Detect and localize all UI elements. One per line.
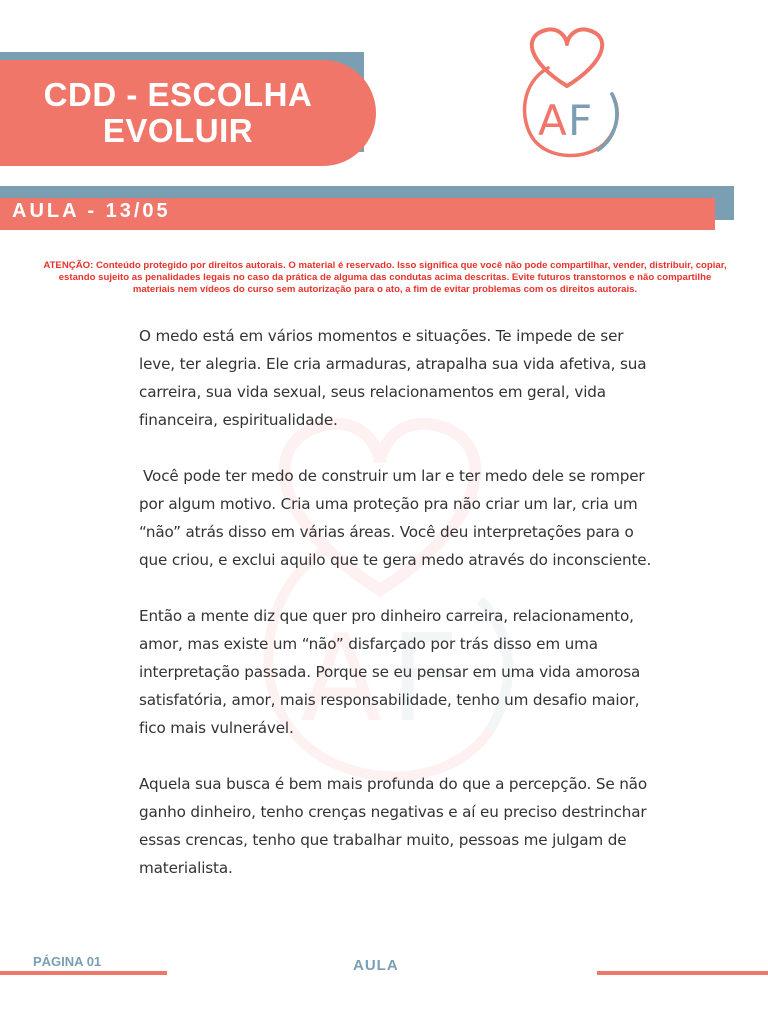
paragraph-3: Então a mente diz que quer pro dinheiro carreira, relacionamento, amor, mas existe um “não” disfarçado por trás disso em uma interpretação passada. Porque se eu pensar em uma vida amorosa satisfatória, amor, mais responsabilidade, tenho um desafio maior, fico mais vulnerável. — [139, 607, 641, 737]
lesson-bar — [0, 198, 715, 230]
paragraph-4: Aquela sua busca é bem mais profunda do que a percepção. Se não ganho dinheiro, tenho crenças negativas e aí eu preciso destrinchar essas crencas, tenho que trabalhar muito, pessoas me julgam de materialista. — [139, 775, 647, 877]
lesson-label: AULA - 13/05 — [12, 200, 171, 222]
footer-label: AULA — [353, 957, 399, 974]
page-number: PÁGINA 01 — [33, 954, 102, 969]
copyright-warning: ATENÇÃO: Conteúdo protegido por direitos autorais. O material é reservado. Isso significa que você não pode compartilhar, vender, distribuir, copiar, estando sujeito as penalidades legais no caso da prática de alguma das condutas acima descritas. Evite futuros transtornos e não compartilhe materiais nem vídeos do curso sem autorização para o ato, a fim de evitar problemas com os direitos autorais. — [43, 260, 727, 295]
footer-left-divider — [0, 971, 167, 975]
paragraph-2: Você pode ter medo de construir um lar e ter medo dele se romper por algum motivo. Cria uma proteção pra não criar um lar, cria um “não” atrás disso em várias áreas. Você deu interpretações para o que criou, e exclui aquilo que te gera medo através do inconsciente. — [139, 467, 652, 569]
logo-letter-a: A — [538, 96, 567, 145]
page-title: CDD - ESCOLHA EVOLUIR — [43, 76, 313, 149]
paragraph-1: O medo está em vários momentos e situações. Te impede de ser leve, ter alegria. Ele cria armaduras, atrapalha sua vida afetiva, sua carreira, sua vida sexual, seus relacionamentos em geral, vida financeira, espiritualidade. — [139, 327, 647, 429]
title-banner — [0, 60, 376, 166]
logo-letter-f: F — [568, 96, 593, 145]
heart-af-logo-icon — [508, 22, 626, 162]
lesson-content — [139, 322, 659, 910]
watermark-letter-f: F — [390, 610, 460, 749]
footer-right-divider — [597, 971, 768, 975]
watermark-letter-a: A — [300, 610, 383, 749]
